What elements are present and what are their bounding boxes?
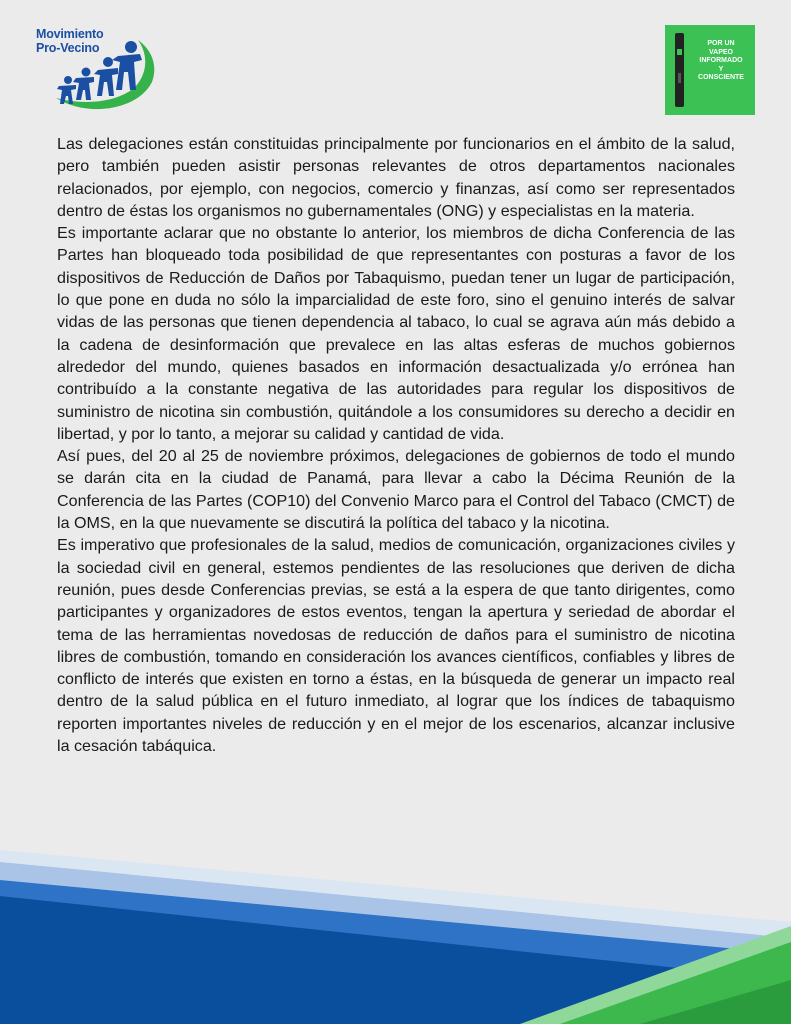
badge-line: INFORMADO: [699, 57, 743, 65]
vapeo-informado-badge: [665, 25, 755, 115]
badge-line: VAPEO: [709, 48, 733, 56]
paragraph-2: Es importante aclarar que no obstante lo anterior, los miembros de dicha Conferencia de las Partes han bloqueado toda posibilidad de que representantes con posturas a favor de los dispositivos de Reducción de Daños por Tabaquismo, puedan tener un lugar de participación, lo que pone en duda no sólo la imparcialidad de este foro, sino el genuino interés de salvar vidas de las personas que tienen dependencia al tabaco, lo cual se agrava aún más debido a la cadena de desinformación que prevalece en las altas esferas de muchos gobiernos alrededor del mundo, quienes basados en información desactualizada y/o errónea han contribuído a la constante negativa de las autoridades para regular los dispositivos de suministro de nicotina sin combustión, quitándole a los consumidores su derecho a decidir en libertad, y por lo tanto, a mejorar su calidad y cantidad de vida.: [57, 224, 735, 443]
badge-text: [689, 40, 753, 83]
logo-line-2: Pro-Vecino: [36, 41, 100, 55]
logo-line-1: Movimiento: [36, 27, 104, 41]
badge-line: POR UN: [707, 40, 735, 47]
movimiento-pro-vecino-logo: [28, 20, 163, 120]
badge-line: CONSCIENTE: [698, 74, 744, 82]
footer-decoration: [0, 830, 791, 1024]
paragraph-1: Las delegaciones están constituidas principalmente por funcionarios en el ámbito de la salud, pero también pueden asistir personas relevantes de otros departamentos nacionales relacionados, por ejemplo, con negocios, comercio y finanzas, así como ser representados dentro de éstas los organismos no gubernamentales (ONG) y especialistas en la materia.: [57, 135, 735, 220]
article-body: [57, 133, 735, 757]
badge-line: Y: [718, 65, 724, 73]
footer-wave-graphic: [0, 830, 791, 1024]
vape-device-icon: [675, 33, 684, 107]
logo-wordmark: [36, 27, 103, 55]
paragraph-4: Es imperativo que profesionales de la salud, medios de comunicación, organizaciones civiles y la sociedad civil en general, estemos pendientes de las resoluciones que deriven de dicha reunión, pues desde Conferencias previas, se está a la espera de que tanto dirigentes, como participantes y organizadores de estos eventos, tengan la apertura y seriedad de abordar el tema de las herramientas novedosas de reducción de daños para el suministro de nicotina libres de combustión, tomando en consideración los avances científicos, confiables y libres de conflicto de interés que existen en torno a éstas, en la búsqueda de generar un impacto real dentro de la salud pública en el futuro inmediato, al lograr que los índices de tabaquismo reporten importantes niveles de reducción y en el mejor de los escenarios, alcanzar inclusive la cesación tabáquica.: [57, 536, 735, 756]
paragraph-3: Así pues, del 20 al 25 de noviembre próximos, delegaciones de gobiernos de todo el mundo se darán cita en la ciudad de Panamá, para llevar a cabo la Décima Reunión de la Conferencia de las Partes (COP10) del Convenio Marco para el Control del Tabaco (CMCT) de la OMS, en la que nuevamente se discutirá la política del tabaco y la nicotina.: [57, 447, 735, 533]
